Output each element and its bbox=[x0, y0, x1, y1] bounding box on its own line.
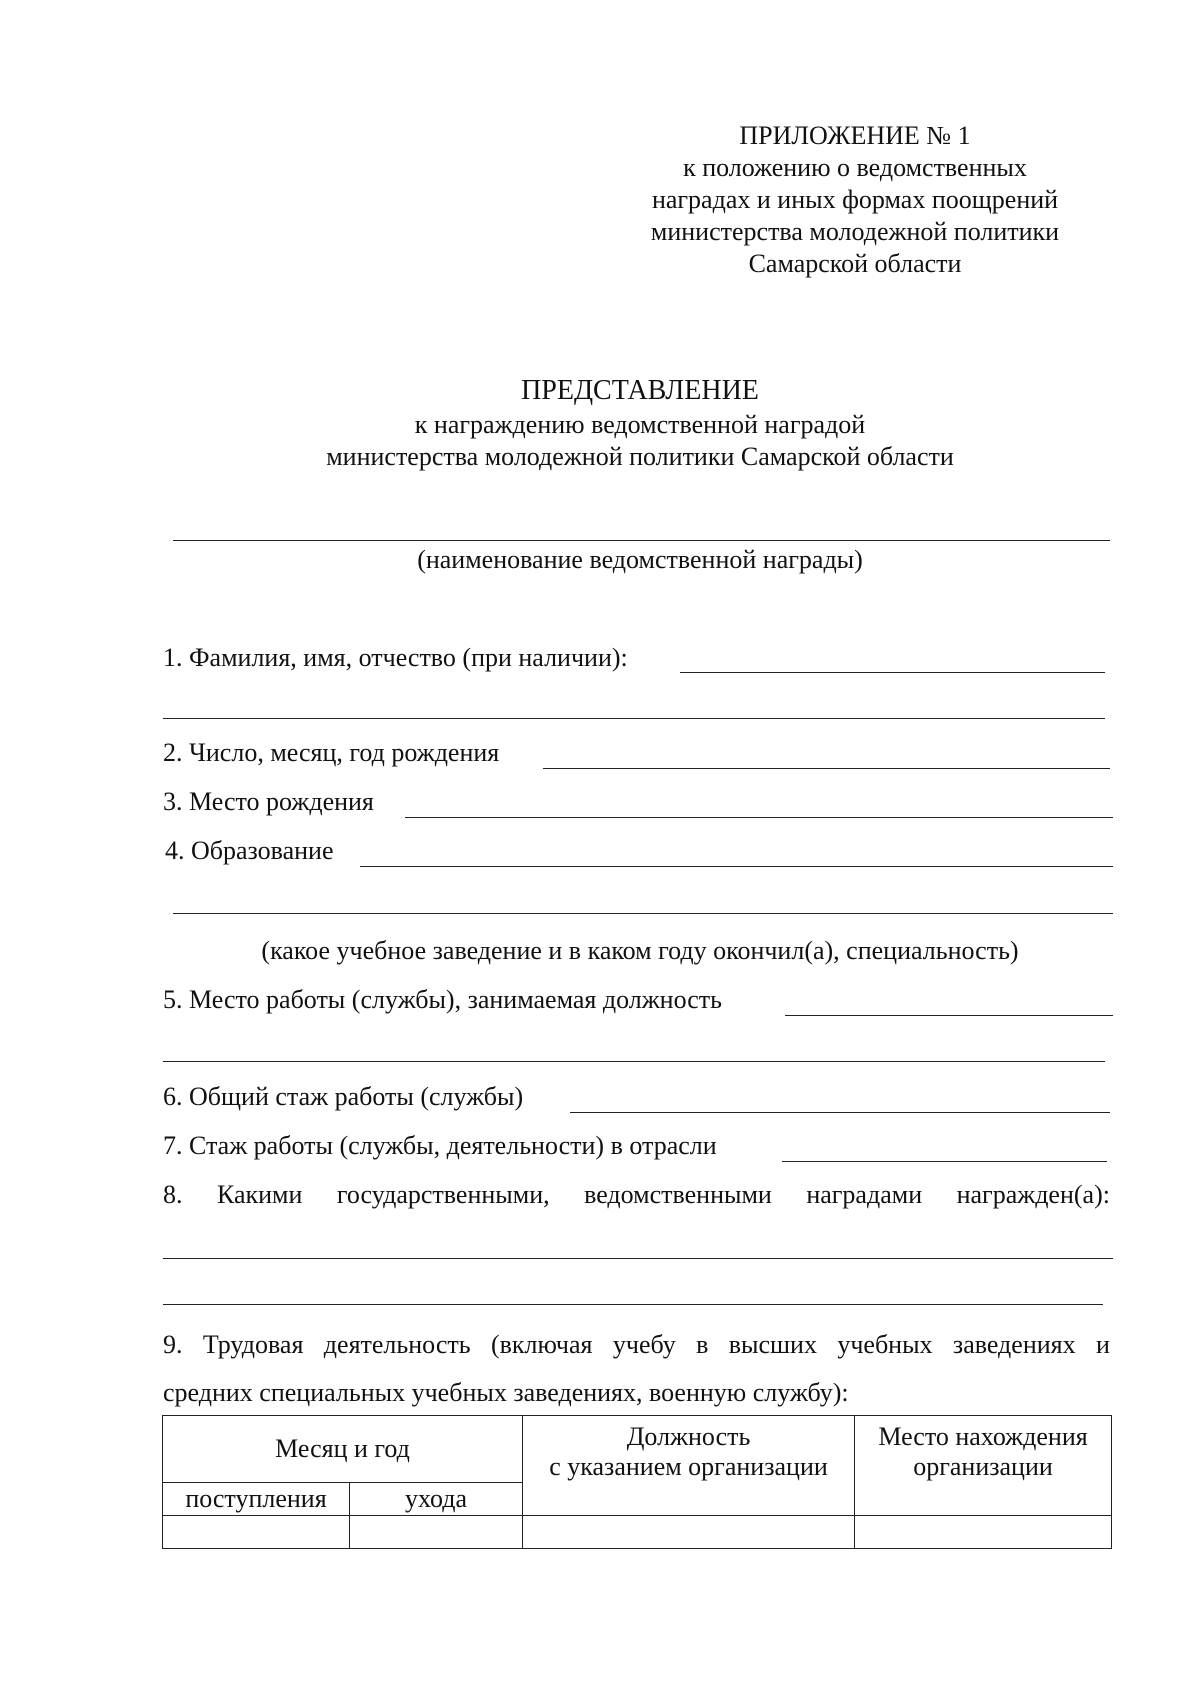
document-heading bbox=[200, 373, 1080, 473]
field-8-word: государственными, bbox=[336, 1180, 550, 1209]
table-cell[interactable] bbox=[163, 1516, 350, 1549]
location-header bbox=[855, 1416, 1112, 1516]
table-cell[interactable] bbox=[855, 1516, 1112, 1549]
appendix-line: к положению о ведомственных bbox=[683, 153, 1027, 182]
field-9-word: учебных bbox=[837, 1330, 933, 1359]
appendix-line: наградах и иных формах поощрений bbox=[651, 185, 1059, 214]
field-4-line-2[interactable] bbox=[173, 913, 1113, 914]
table-cell[interactable] bbox=[523, 1516, 855, 1549]
field-9-word: заведениях bbox=[952, 1330, 1076, 1359]
field-9-word: и bbox=[1095, 1330, 1110, 1359]
field-2-line[interactable] bbox=[543, 768, 1110, 769]
table-row bbox=[163, 1516, 1112, 1549]
field-6-line[interactable] bbox=[570, 1112, 1110, 1113]
document-subtitle: министерства молодежной политики Самарской области bbox=[326, 442, 954, 471]
table-cell[interactable] bbox=[350, 1516, 523, 1549]
document-subtitle: к награждению ведомственной наградой bbox=[414, 410, 866, 439]
field-8-word: наградами bbox=[806, 1180, 923, 1209]
field-9-word: в bbox=[696, 1330, 709, 1359]
field-1-label: 1. Фамилия, имя, отчество (при наличии): bbox=[163, 643, 628, 672]
location-header-line: Место нахождения bbox=[878, 1422, 1088, 1451]
field-9-word: деятельность bbox=[323, 1330, 471, 1359]
field-9-word: учебу bbox=[612, 1330, 676, 1359]
field-8-label bbox=[163, 1180, 1110, 1210]
field-1-line[interactable] bbox=[680, 672, 1105, 673]
position-header bbox=[523, 1416, 855, 1516]
field-4-caption: (какое учебное заведение и в каком году окончил(а), специальность) bbox=[261, 936, 1019, 965]
field-8-word: ведомственными bbox=[584, 1180, 772, 1209]
work-history-table bbox=[162, 1415, 1112, 1549]
field-8-word: награжден(а): bbox=[956, 1180, 1110, 1209]
field-9-word: 9. bbox=[163, 1330, 183, 1359]
position-header-line: Должность bbox=[626, 1422, 751, 1451]
field-7-label: 7. Стаж работы (службы, деятельности) в отрасли bbox=[163, 1131, 717, 1160]
appendix-title: ПРИЛОЖЕНИЕ № 1 bbox=[739, 121, 971, 150]
award-name-line[interactable] bbox=[173, 540, 1110, 541]
field-3-label: 3. Место рождения bbox=[163, 787, 374, 816]
field-8-word: 8. bbox=[163, 1180, 183, 1209]
field-9-word: Трудовая bbox=[202, 1330, 304, 1359]
field-2-label: 2. Число, месяц, год рождения bbox=[163, 738, 500, 767]
departure-header: ухода bbox=[350, 1483, 523, 1516]
field-8-line[interactable] bbox=[163, 1258, 1113, 1259]
field-9-label-line-2: средних специальных учебных заведениях, военную службу): bbox=[163, 1378, 849, 1407]
field-9-label bbox=[163, 1330, 1110, 1360]
field-5-label: 5. Место работы (службы), занимаемая должность bbox=[163, 985, 722, 1014]
appendix-line: Самарской области bbox=[748, 249, 962, 278]
appendix-line: министерства молодежной политики bbox=[650, 217, 1060, 246]
admission-header: поступления bbox=[163, 1483, 350, 1516]
field-8-line-2[interactable] bbox=[163, 1304, 1103, 1305]
field-5-line[interactable] bbox=[785, 1015, 1113, 1016]
field-9-word: (включая bbox=[490, 1330, 593, 1359]
document-title: ПРЕДСТАВЛЕНИЕ bbox=[521, 375, 759, 406]
field-6-label: 6. Общий стаж работы (службы) bbox=[163, 1082, 524, 1111]
field-3-line[interactable] bbox=[405, 817, 1113, 818]
position-header-line: с указанием организации bbox=[549, 1452, 828, 1481]
appendix-block bbox=[620, 120, 1090, 280]
location-header-line: организации bbox=[913, 1452, 1053, 1481]
award-name-caption: (наименование ведомственной награды) bbox=[417, 545, 863, 574]
field-7-line[interactable] bbox=[782, 1161, 1107, 1162]
field-1-line-2[interactable] bbox=[163, 718, 1105, 719]
table-header-row bbox=[163, 1416, 1112, 1483]
field-4-line[interactable] bbox=[360, 866, 1113, 867]
field-9-word: высших bbox=[728, 1330, 817, 1359]
month-year-header: Месяц и год bbox=[163, 1416, 523, 1483]
field-4-label: 4. Образование bbox=[165, 836, 334, 865]
field-5-line-2[interactable] bbox=[163, 1061, 1105, 1062]
field-8-word: Какими bbox=[216, 1180, 303, 1209]
